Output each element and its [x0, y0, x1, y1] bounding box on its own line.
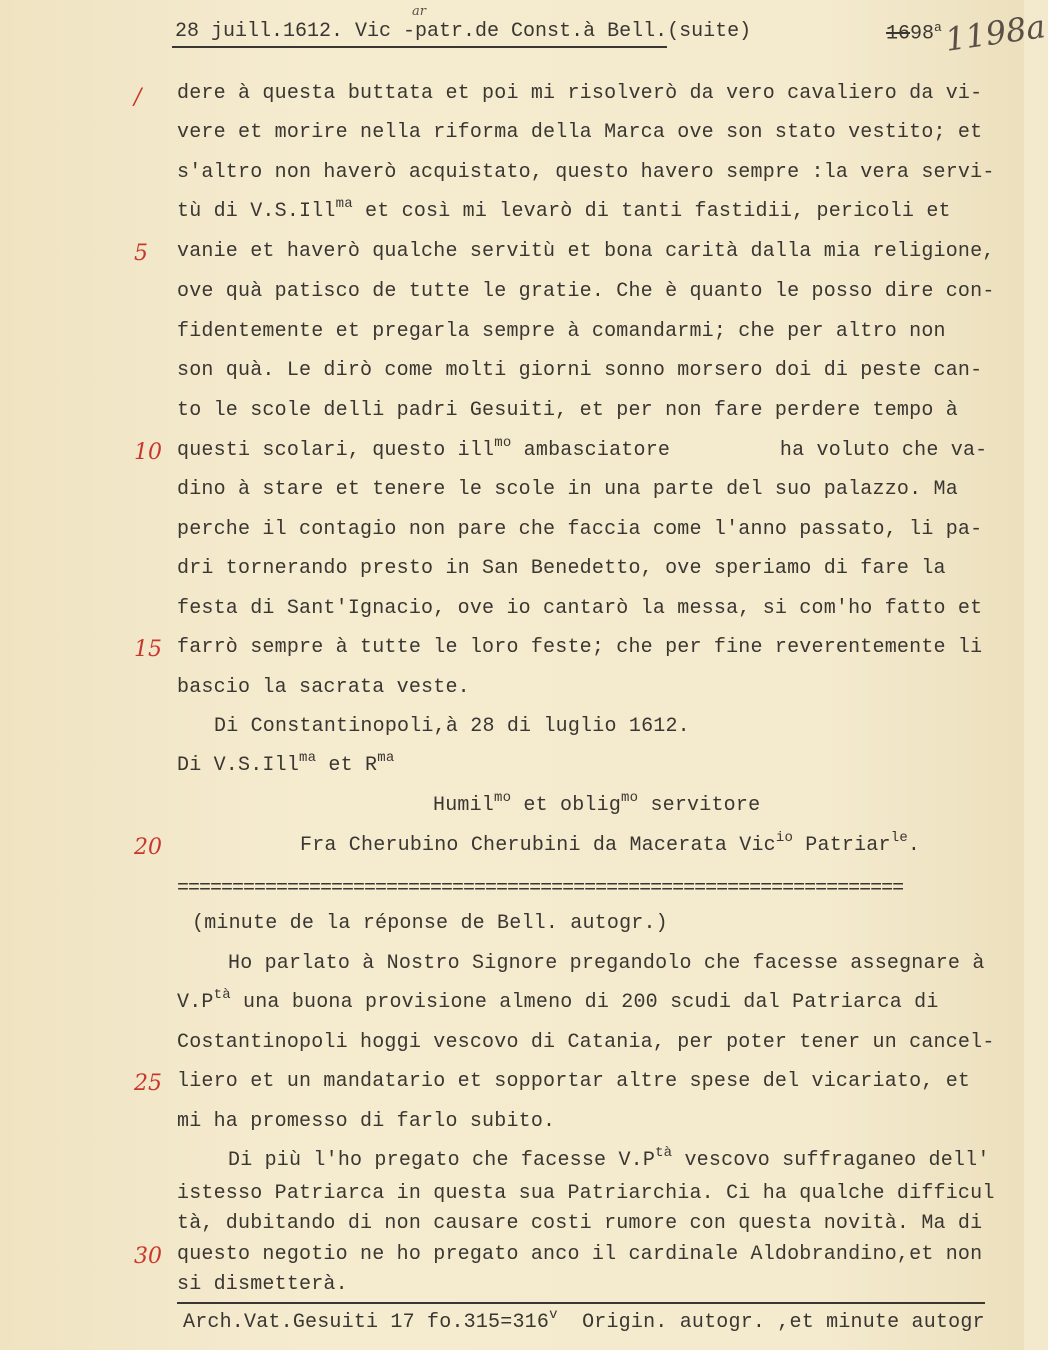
page-suffix: a	[934, 20, 942, 35]
text-segment: questo negotio ne ho pregato anco il cardinale Aldobrandino,et non	[177, 1243, 983, 1266]
text-segment: Di Constantinopoli,à 28 di luglio 1612.	[214, 715, 690, 738]
superscript-text: ma	[377, 750, 395, 766]
margin-line-number: 20	[134, 835, 162, 860]
text-segment: et oblig	[511, 794, 622, 817]
handwritten-folio: 1198a	[942, 7, 1048, 59]
text-segment: Origin. autogr. ,et minute autogr	[557, 1311, 985, 1334]
margin-line-number: 25	[134, 1071, 162, 1096]
text-segment: farrò sempre à tutte le loro feste; che per fine reverentemente li	[177, 636, 983, 659]
struck-page-prefix: 16	[886, 22, 911, 46]
text-segment: (minute de la réponse de Bell. autogr.)	[192, 912, 668, 935]
text-line	[177, 435, 988, 463]
superscript-text: mo	[494, 435, 512, 451]
text-line	[177, 359, 982, 383]
text-segment: perche il contagio non pare che faccia come l'anno passato, li pa-	[177, 518, 983, 541]
text-segment: fidentemente et pregarla sempre à comandarmi; che per altro non	[177, 320, 971, 343]
text-segment: Arch.Vat.Gesuiti 17 fo.315=316	[183, 1311, 550, 1334]
text-segment: et R	[316, 754, 378, 777]
page-number-value: 98	[910, 22, 935, 46]
text-line	[177, 478, 958, 502]
superscript-text: tà	[655, 1145, 673, 1161]
text-segment: dere à questa buttata et poi mi risolverò da vero cavaliero da vi-	[177, 82, 983, 105]
text-segment: una buona provisione almeno di 200 scudi dal Patriarca di	[230, 991, 939, 1014]
footer-rule	[177, 1302, 985, 1304]
margin-line-number: 5	[134, 241, 148, 266]
text-segment: et così mi levarò di tanti fastidii, pericoli et	[352, 200, 951, 223]
text-segment: mi ha promesso di farlo subito.	[177, 1110, 556, 1133]
superscript-text: tà	[213, 987, 231, 1003]
margin-line-number: 15	[134, 637, 162, 662]
text-line	[177, 1243, 982, 1267]
text-line	[177, 750, 395, 778]
text-line	[192, 912, 668, 936]
document-header: 28 juill.1612. Vic -patr.de Const.à Bell.(suite)	[175, 20, 752, 43]
superscript-text: ma	[299, 750, 317, 766]
text-line	[300, 830, 921, 858]
text-segment: to le scole delli padri Gesuiti, et per non fare perdere tempo à	[177, 399, 958, 422]
text-segment: vanie et haverò qualche servitù et bona carità dalla mia religione,	[177, 240, 995, 263]
text-segment: liero et un mandatario et sopportar altre spese del vicariato, et	[177, 1070, 971, 1093]
page-number	[886, 20, 942, 46]
text-segment: servitore	[638, 794, 761, 817]
text-segment: Humil	[433, 794, 495, 817]
text-line	[177, 280, 995, 304]
text-segment: Ho parlato à Nostro Signore pregandolo che facesse assegnare à	[228, 952, 985, 975]
text-line	[177, 399, 958, 423]
text-line	[228, 952, 985, 976]
text-segment: Di più l'ho pregato che facesse V.P	[228, 1149, 656, 1172]
text-line	[177, 676, 470, 700]
text-line	[177, 557, 946, 581]
text-line	[177, 518, 982, 542]
superscript-text: io	[775, 830, 794, 846]
header-rule	[172, 46, 667, 48]
text-line	[177, 1273, 348, 1297]
handwritten-insertion: ar	[412, 4, 426, 19]
superscript-text: mo	[494, 790, 512, 806]
text-segment: istesso Patriarca in questa sua Patriarchia. Ci ha qualche difficul	[177, 1182, 995, 1205]
text-line	[177, 82, 982, 106]
text-line	[177, 121, 982, 145]
superscript-text: v	[549, 1307, 558, 1323]
text-line	[177, 987, 939, 1015]
superscript-text: le	[890, 830, 908, 846]
text-segment: Di V.S.Ill	[177, 754, 300, 777]
text-line	[177, 1070, 970, 1094]
text-segment: V.P	[177, 991, 214, 1014]
text-line	[433, 790, 761, 818]
text-line	[214, 715, 690, 739]
text-line	[177, 1110, 555, 1134]
text-segment: bascio la sacrata veste.	[177, 676, 470, 699]
text-segment: si dismetterà.	[177, 1273, 348, 1296]
text-segment: questi scolari, questo ill	[177, 439, 495, 462]
text-segment: Patriar	[793, 834, 891, 857]
archive-reference	[183, 1307, 985, 1335]
margin-line-number: 30	[134, 1244, 162, 1269]
text-line	[177, 196, 951, 224]
text-line	[177, 240, 995, 264]
superscript-text: ma	[335, 196, 353, 212]
text-line	[177, 597, 982, 621]
text-segment: ambasciatore ha voluto che va-	[511, 439, 988, 462]
text-line	[177, 161, 995, 185]
text-line	[177, 320, 970, 344]
text-segment: festa di Sant'Ignacio, ove io cantarò la messa, si com'ho fatto et	[177, 597, 983, 620]
text-segment: s'altro non haverò acquistato, questo havero sempre :la vera servi-	[177, 161, 995, 184]
text-segment: vere et morire nella riforma della Marca ove son stato vestito; et	[177, 121, 983, 144]
text-segment: tà, dubitando di non causare costi rumore con questa novità. Ma di	[177, 1212, 983, 1235]
text-segment: vescovo suffraganeo dell'	[672, 1149, 990, 1172]
text-line	[177, 1182, 995, 1206]
text-segment: .	[907, 834, 921, 857]
superscript-text: mo	[621, 790, 639, 806]
text-line	[177, 1212, 982, 1236]
text-segment: tù di V.S.Ill	[177, 200, 336, 223]
text-segment: dri tornerando presto in San Benedetto, ove speriamo di fare la	[177, 557, 946, 580]
separator-line: ==================================================================	[177, 877, 904, 900]
text-line	[177, 636, 982, 660]
margin-line-number: /	[134, 85, 142, 110]
text-segment: son quà. Le dirò come molti giorni sonno morsero doi di peste can-	[177, 359, 983, 382]
margin-line-number: 10	[134, 440, 162, 465]
text-segment: ove quà patisco de tutte le gratie. Che è quanto le posso dire con-	[177, 280, 995, 303]
text-segment: dino à stare et tenere le scole in una parte del suo palazzo. Ma	[177, 478, 958, 501]
text-segment: Costantinopoli hoggi vescovo di Catania, per poter tener un cancel-	[177, 1031, 995, 1054]
text-line	[228, 1145, 990, 1173]
text-segment: Fra Cherubino Cherubini da Macerata Vic	[300, 834, 776, 857]
text-line	[177, 1031, 995, 1055]
